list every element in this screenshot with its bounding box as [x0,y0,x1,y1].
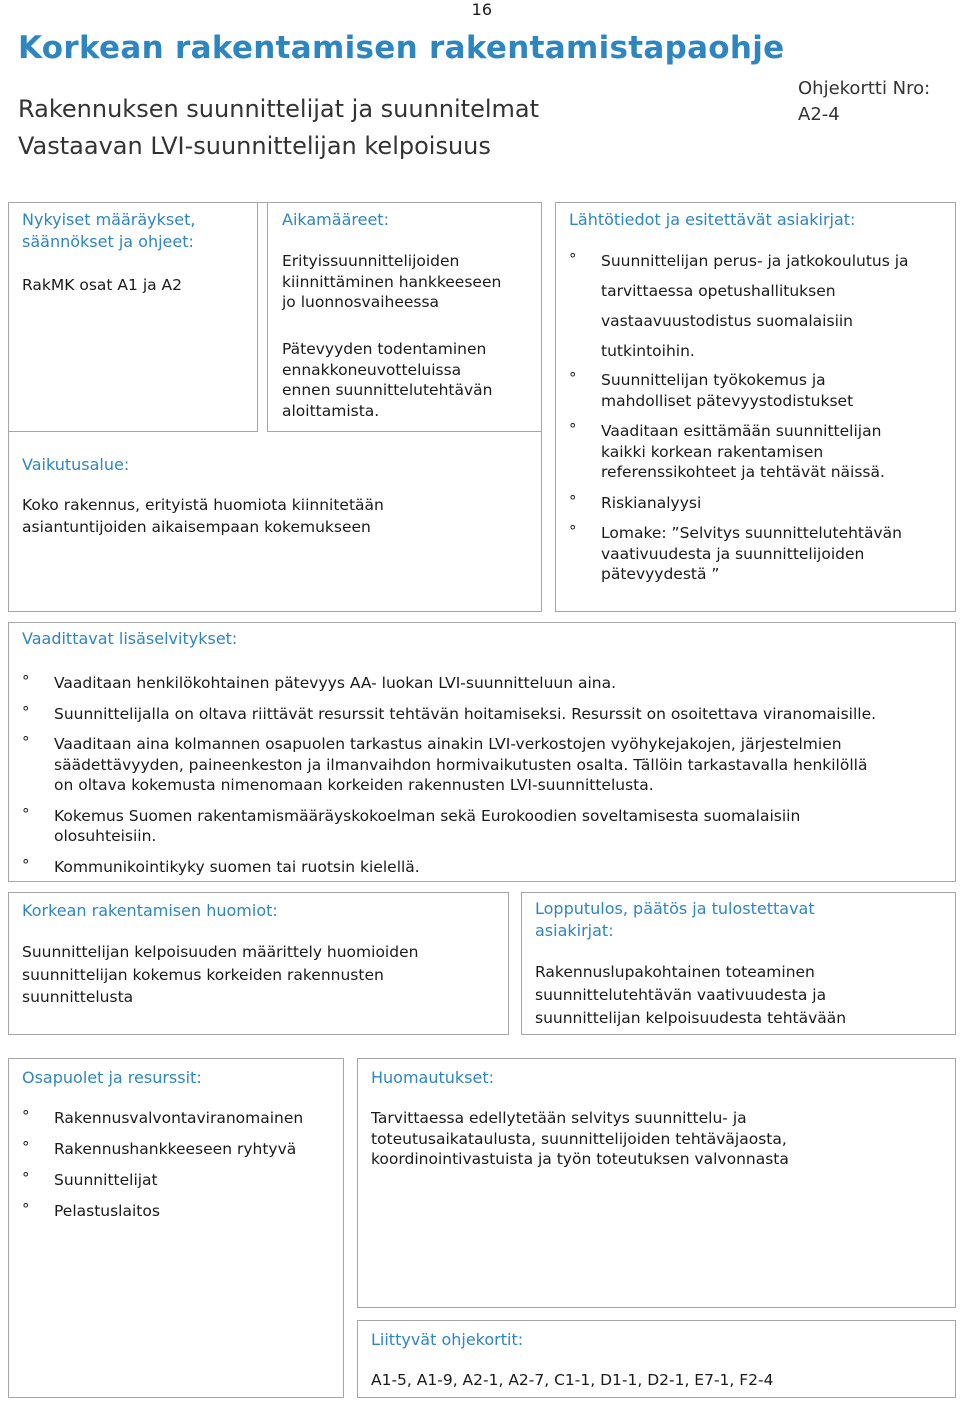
remarks-heading: Huomautukset: [371,1068,495,1087]
subtitle-2: Vastaavan LVI-suunnittelijan kelpoisuus [18,132,491,160]
required-item: ° Vaaditaan aina kolmannen osapuolen tarkastus ainakin LVI-verkostojen vyöhykejakojen, järjestelmien säädettävyyden, paineenkeston ja ilmanvaihdon hormivaikutusten osalta. Tällöin tarkastavalla henkilöllä on oltava kokemusta nimenomaan korkeiden rakennusten LVI-suunnittelusta. [22,734,947,796]
parties-heading: Osapuolet ja resurssit: [22,1068,202,1087]
regulations-heading-1: Nykyiset määräykset, [22,210,196,229]
required-item: ° Vaaditaan henkilökohtainen pätevyys AA- luokan LVI-suunnitteluun aina. [22,673,947,694]
outcome-heading-2: asiakirjat: [535,921,614,940]
required-heading: Vaadittavat lisäselvitykset: [22,629,238,648]
required-item: ° Suunnittelijalla on oltava riittävät resurssit tehtävän hoitamiseksi. Resurssit on osoitettava viranomaisille. [22,704,947,725]
deadlines-text-2: Pätevyyden todentaminen ennakkoneuvotteluissa ennen suunnittelutehtävän aloittamista. [282,340,493,420]
inputs-list [569,246,949,585]
outcome-text: Rakennuslupakohtainen toteaminen suunnittelutehtävän vaativuudesta ja suunnittelijan kelpoisuudesta tehtävään [535,963,847,1027]
regulations-heading-2: säännökset ja ohjeet: [22,232,194,251]
regulations-text: RakMK osat A1 ja A2 [22,276,183,294]
page-title: Korkean rakentamisen rakentamistapaohje [18,30,785,66]
required-item: ° Kommunikointikyky suomen tai ruotsin kielellä. [22,857,947,878]
card-label: Ohjekortti Nro: [798,78,931,99]
parties-item: ° Pelastuslaitos [22,1201,332,1222]
parties-item: ° Rakennusvalvontaviranomainen [22,1108,332,1129]
subtitle-1: Rakennuksen suunnittelijat ja suunnitelmat [18,95,540,123]
remarks-text: Tarvittaessa edellytetään selvitys suunnittelu- ja toteutusaikataulusta, suunnittelijoiden tehtäväjaosta, koordinointivastuista ja työn toteutuksen valvonnasta [371,1109,789,1168]
deadlines-text-1: Erityissuunnittelijoiden kiinnittäminen hankkeeseen jo luonnosvaiheessa [282,252,502,311]
inputs-item: ° Lomake: ”Selvitys suunnittelutehtävän vaativuudesta ja suunnittelijoiden pätevyydestä ” [569,523,949,585]
page-number: 16 [471,0,492,19]
inputs-item: ° Suunnittelijan työkokemus ja mahdolliset pätevyystodistukset [569,370,949,411]
deadlines-heading: Aikamääreet: [282,210,389,229]
related-text: A1-5, A1-9, A2-1, A2-7, C1-1, D1-1, D2-1, E7-1, F2-4 [371,1371,774,1389]
notes-heading: Korkean rakentamisen huomiot: [22,901,278,920]
scope-heading: Vaikutusalue: [22,455,130,474]
notes-text: Suunnittelijan kelpoisuuden määrittely huomioiden suunnittelijan kokemus korkeiden rakennusten suunnittelusta [22,943,419,1006]
parties-item: ° Suunnittelijat [22,1170,332,1191]
parties-item: ° Rakennushankkeeseen ryhtyvä [22,1139,332,1160]
inputs-heading: Lähtötiedot ja esitettävät asiakirjat: [569,210,856,229]
required-list [22,673,947,877]
required-item: ° Kokemus Suomen rakentamismääräyskokoelman sekä Eurokoodien soveltamisesta suomalaisiin olosuhteisiin. [22,806,947,847]
parties-list [22,1108,332,1222]
inputs-item: ° Suunnittelijan perus- ja jatkokoulutus ja tarvittaessa opetushallituksen vastaavuustodistus suomalaisiin tutkintoihin. [569,246,949,366]
card-number: A2-4 [798,104,840,125]
scope-text: Koko rakennus, erityistä huomiota kiinnitetään asiantuntijoiden aikaisempaan kokemukseen [22,496,384,536]
outcome-heading-1: Lopputulos, päätös ja tulostettavat [535,899,815,918]
related-heading: Liittyvät ohjekortit: [371,1330,524,1349]
remarks-box [357,1058,956,1308]
inputs-item: ° Vaaditaan esittämään suunnittelijan kaikki korkean rakentamisen referenssikohteet ja tehtävät näissä. [569,421,949,483]
inputs-item: ° Riskianalyysi [569,493,949,514]
